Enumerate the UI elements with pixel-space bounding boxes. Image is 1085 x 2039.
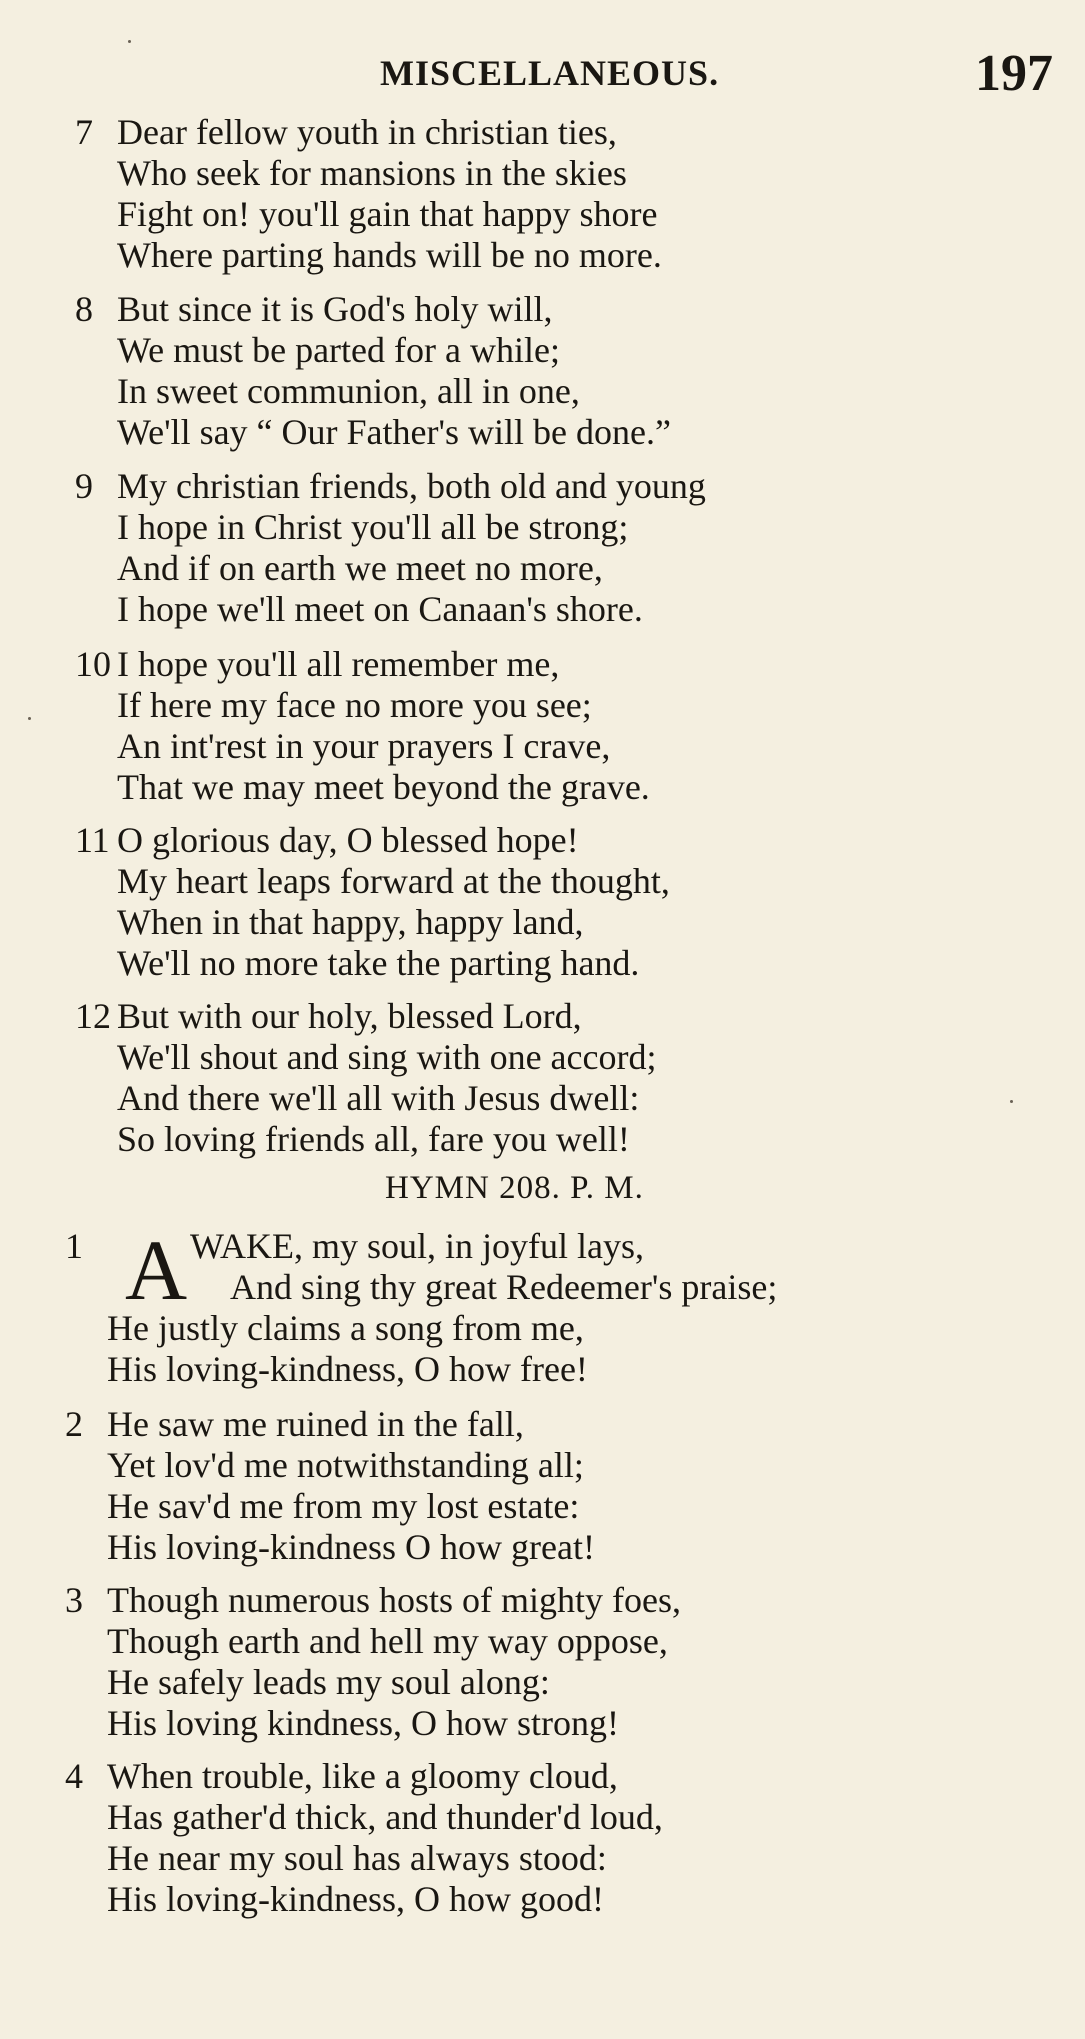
verse-line: I hope in Christ you'll all be strong; (117, 507, 629, 547)
stanza-12 (75, 996, 1065, 1160)
stanza-number: 10 (75, 644, 111, 684)
verse-line: My heart leaps forward at the thought, (117, 861, 670, 901)
verse-line: I hope we'll meet on Canaan's shore. (117, 589, 643, 629)
verse-line: Who seek for mansions in the skies (117, 153, 627, 193)
verse-line: He safely leads my soul along: (107, 1662, 550, 1702)
print-speck (28, 717, 31, 720)
stanza-10 (75, 644, 1065, 808)
verse-line: We'll say “ Our Father's will be done.” (117, 412, 671, 452)
stanza-9 (75, 466, 1065, 630)
stanza-number: 3 (65, 1580, 83, 1620)
verse-line: Where parting hands will be no more. (117, 235, 662, 275)
verse-line: Though earth and hell my way oppose, (107, 1621, 668, 1661)
verse-line: Fight on! you'll gain that happy shore (117, 194, 658, 234)
verse-line: I hope you'll all remember me, (117, 644, 560, 684)
stanza-number: 7 (75, 112, 93, 152)
verse-line: When in that happy, happy land, (117, 902, 584, 942)
verse-line: O glorious day, O blessed hope! (117, 820, 579, 860)
stanza-number: 9 (75, 466, 93, 506)
stanza-number: 11 (75, 820, 110, 860)
stanza-number: 1 (65, 1226, 83, 1266)
verse-line: Though numerous hosts of mighty foes, (107, 1580, 681, 1620)
hymn-heading: HYMN 208. P. M. (385, 1170, 644, 1206)
running-head: MISCELLANEOUS. (380, 53, 720, 93)
verse-line: His loving-kindness, O how free! (107, 1349, 588, 1389)
verse-line: My christian friends, both old and young (117, 466, 706, 506)
verse-line: WAKE, my soul, in joyful lays, (190, 1226, 644, 1266)
verse-line: And there we'll all with Jesus dwell: (117, 1078, 640, 1118)
verse-line: We must be parted for a while; (117, 330, 560, 370)
verse-line: But with our holy, blessed Lord, (117, 996, 582, 1036)
hymn-stanza-4 (65, 1756, 1055, 1920)
stanza-8 (75, 289, 1065, 453)
verse-line: In sweet communion, all in one, (117, 371, 580, 411)
stanza-11 (75, 820, 1065, 984)
page-number: 197 (975, 45, 1053, 102)
verse-line: And sing thy great Redeemer's praise; (230, 1267, 778, 1307)
verse-line: We'll shout and sing with one accord; (117, 1037, 657, 1077)
stanza-number: 4 (65, 1756, 83, 1796)
verse-line: That we may meet beyond the grave. (117, 767, 650, 807)
verse-line: But since it is God's holy will, (117, 289, 553, 329)
drop-cap: A (125, 1222, 188, 1318)
verse-line: He sav'd me from my lost estate: (107, 1486, 580, 1526)
stanza-number: 2 (65, 1404, 83, 1444)
verse-line: If here my face no more you see; (117, 685, 592, 725)
verse-line: When trouble, like a gloomy cloud, (107, 1756, 618, 1796)
stanza-number: 8 (75, 289, 93, 329)
verse-line: An int'rest in your prayers I crave, (117, 726, 611, 766)
hymn-stanza-3 (65, 1580, 1055, 1744)
hymn-stanza-2 (65, 1404, 1055, 1568)
verse-line: Yet lov'd me notwithstanding all; (107, 1445, 584, 1485)
stanza-number: 12 (75, 996, 111, 1036)
verse-line: His loving kindness, O how strong! (107, 1703, 619, 1743)
hymn-stanza-1 (65, 1222, 1075, 1390)
verse-line: Dear fellow youth in christian ties, (117, 112, 617, 152)
stanza-7 (75, 112, 1065, 276)
verse-line: Has gather'd thick, and thunder'd loud, (107, 1797, 663, 1837)
verse-line: He saw me ruined in the fall, (107, 1404, 524, 1444)
verse-line: And if on earth we meet no more, (117, 548, 603, 588)
verse-line: He near my soul has always stood: (107, 1838, 607, 1878)
verse-line: So loving friends all, fare you well! (117, 1119, 630, 1159)
verse-line: We'll no more take the parting hand. (117, 943, 640, 983)
verse-line: His loving-kindness, O how good! (107, 1879, 604, 1919)
print-speck (128, 40, 131, 43)
print-speck (1010, 1100, 1013, 1103)
verse-line: His loving-kindness O how great! (107, 1527, 595, 1567)
verse-line: He justly claims a song from me, (107, 1308, 584, 1348)
